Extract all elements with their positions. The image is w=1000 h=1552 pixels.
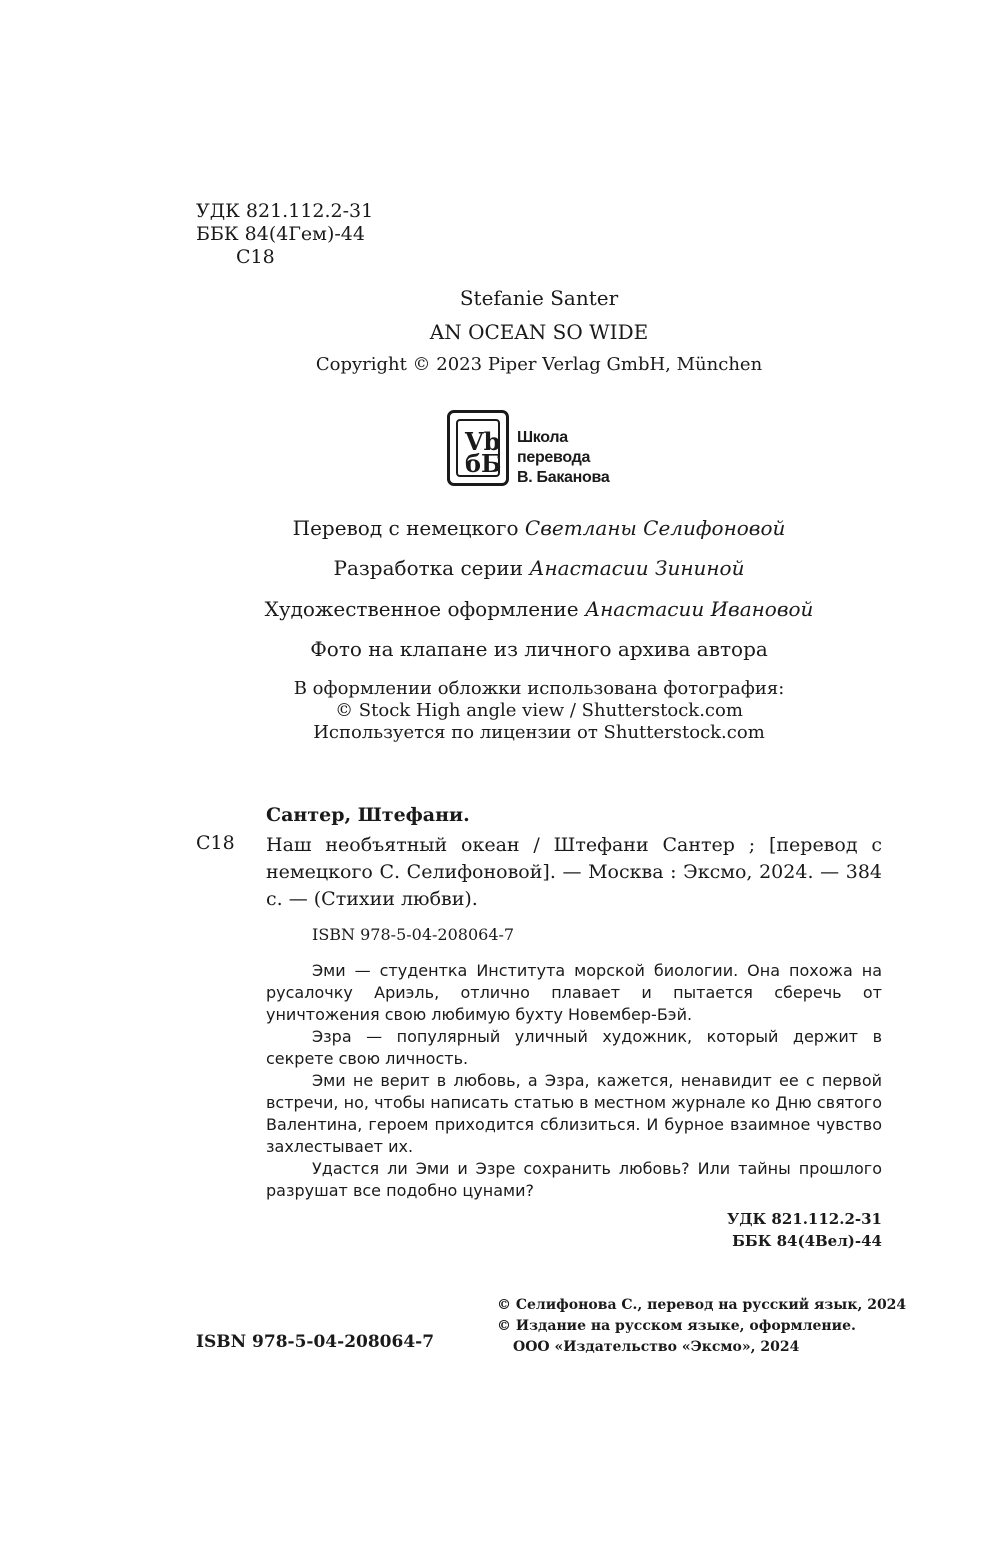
catalog-isbn: ISBN 978-5-04-208064-7: [312, 925, 515, 944]
catalog-sign: С18: [196, 832, 235, 854]
annotation: [266, 960, 882, 1202]
bbk-code: ББК 84(4Гем)-44: [196, 223, 365, 245]
logo-text: [517, 428, 627, 488]
annotation-paragraph: Эми не верит в любовь, а Эзра, кажется, ненавидит ее с первой встречи, но, чтобы написать статью в местном журнале ко Дню святого Валентина, героем приходится сблизиться. И бурное взаимное чувство захлестывает их.: [266, 1071, 882, 1156]
logo-line-2: В. Баканова: [517, 469, 610, 486]
catalog-heading: Сантер, Штефани.: [266, 804, 470, 826]
annotation-paragraph: Удастся ли Эми и Эзре сохранить любовь? Или тайны прошлого разрушат все подобно цунами?: [266, 1159, 882, 1200]
credit-series: Разработка серии Анастасии Зининой: [333, 556, 745, 580]
classification-right: [500, 1208, 882, 1252]
credit-photo: Фото на клапане из личного архива автора: [310, 637, 768, 661]
logo-monogram: Vb бБ: [465, 427, 502, 478]
udk-right: УДК 821.112.2-31: [727, 1210, 882, 1228]
author-sign: С18: [236, 246, 275, 268]
logo-line-1: Школа перевода: [517, 429, 591, 466]
classification-codes: [196, 200, 373, 269]
annotation-paragraph: Эми — студентка Института морской биологии. Она похожа на русалочку Ариэль, отлично плавает и пытается сберечь от уничтожения свою любимую бухту Новембер-Бэй.: [266, 961, 882, 1024]
udk-code: УДК 821.112.2-31: [196, 200, 374, 222]
credit-translation: Перевод с немецкого Светланы Селифоновой: [292, 516, 786, 540]
catalog-entry: Наш необъятный океан / Штефани Сантер ; [перевод с немецкого С. Селифоновой]. — Москва : Эксмо, 2024. — 384 с. — (Стихии любви).: [266, 834, 882, 910]
cover-photo-credits: В оформлении обложки использована фотография: © Stock High angle view / Shutterstock.com Используется по лицензии от Shutterstock.com: [293, 678, 785, 743]
original-title: AN OCEAN SO WIDE: [429, 320, 649, 344]
publisher-logo: [447, 410, 627, 490]
copyright-block: © Селифонова С., перевод на русский язык, 2024 © Издание на русском языке, оформление. ООО «Издательство «Эксмо», 2024: [497, 1297, 907, 1355]
credit-design: Художественное оформление Анастасии Ивановой: [264, 597, 814, 621]
logo-frame: [447, 410, 509, 486]
bbk-right: ББК 84(4Вел)-44: [732, 1232, 882, 1250]
original-author: Stefanie Santer: [459, 286, 619, 310]
original-copyright: Copyright © 2023 Piper Verlag GmbH, München: [315, 354, 763, 375]
logo-inner-frame: [456, 419, 500, 477]
isbn-bottom: ISBN 978-5-04-208064-7: [196, 1332, 435, 1352]
annotation-paragraph: Эзра — популярный уличный художник, который держит в секрете свою личность.: [266, 1027, 882, 1068]
